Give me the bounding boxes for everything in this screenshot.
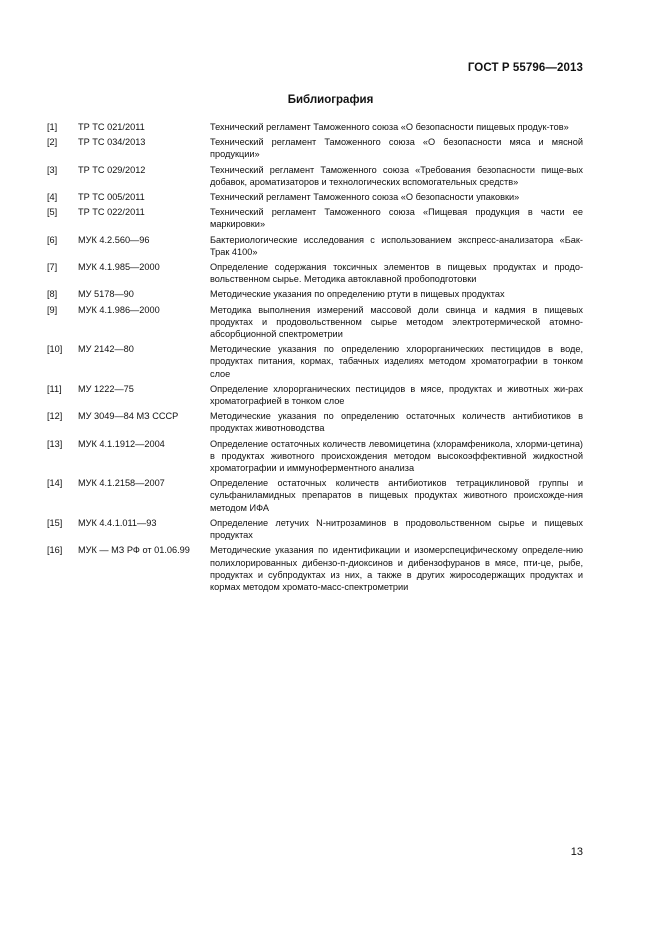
entry-text: Технический регламент Таможенного союза «О безопасности мяса и мясной продукции»: [210, 137, 583, 160]
bibliography-entry: [47, 517, 583, 541]
entry-code: МУК 4.1.2158—2007: [78, 478, 165, 489]
entry-number: [9]: [47, 304, 58, 315]
entry-code: ТР ТС 029/2012: [78, 164, 146, 175]
entry-number: [1]: [47, 122, 58, 132]
entry-code: ТР ТС 034/2013: [78, 137, 146, 148]
entry-number: [12]: [47, 411, 63, 422]
entry-text: Определение остаточных количеств антибиотиков тетрациклиновой группы и сульфаниламидных препаратов в пищевых продуктах животного происхожде-ния методом ИФА: [210, 478, 583, 513]
bibliography-entry: [47, 288, 583, 300]
bibliography-list: [47, 121, 583, 596]
entry-number: [3]: [47, 164, 58, 175]
entry-number: [13]: [47, 438, 63, 449]
entry-text: Определение летучих N-нитрозаминов в продовольственном сырье и пищевых продуктах: [210, 517, 583, 541]
entry-text: Определение хлорорганических пестицидов в мясе, продуктах и животных жи-рах хроматографией в тонком слое: [210, 383, 583, 407]
bibliography-entry: [47, 121, 583, 133]
bibliography-entry: [47, 410, 583, 434]
entry-number: [16]: [47, 545, 63, 556]
entry-number: [10]: [47, 344, 63, 355]
entry-text: Методические указания по идентификации и изомерспецифическому определе-нию полихлорированных дибензо-п-диоксинов и дибензофуранов в мясе, пти-це, рыбе, продуктах и субпродуктах из них, а также в других жиросодержащих продуктах и кормах методом хромато-масс-спектрометрии: [210, 545, 583, 592]
bibliography-entry: [47, 343, 583, 380]
bibliography-entry: [47, 383, 583, 407]
entry-number: [14]: [47, 478, 63, 489]
entry-text: Определение остаточных количеств левомицетина (хлорамфеникола, хлорми-цетина) в продуктах животного происхождения методом высокоэффективной жидкостной хроматографии и иммуноферментного анализа: [210, 438, 583, 474]
entry-text: Технический регламент Таможенного союза «Пищевая продукция в части ее маркировки»: [210, 207, 583, 230]
bibliography-entry: [47, 438, 583, 475]
standard-code: ГОСТ Р 55796—2013: [467, 62, 583, 74]
entry-text: Технический регламент Таможенного союза «О безопасности пищевых продук-тов»: [210, 122, 569, 132]
entry-text: Методические указания по определению ртути в пищевых продуктах: [210, 289, 505, 300]
section-title: Библиография: [287, 94, 374, 106]
entry-code: МУ 5178—90: [78, 289, 134, 300]
bibliography-entry: [47, 261, 583, 285]
bibliography-entry: [47, 164, 583, 188]
entry-code: МУК 4.4.1.011—93: [78, 517, 157, 528]
entry-text: Определение содержания токсичных элементов в пищевых продуктах и продо-вольственном сырье. Методика автоклавной пробоподготовки: [210, 262, 583, 285]
bibliography-entry: [47, 304, 583, 341]
bibliography-entry: [47, 234, 583, 258]
entry-code: МУК 4.1.986—2000: [78, 304, 160, 315]
entry-text: Методические указания по определению остаточных количеств антибиотиков в продуктах животноводства: [210, 411, 583, 434]
entry-number: [5]: [47, 207, 58, 218]
entry-number: [2]: [47, 137, 58, 148]
entry-number: [6]: [47, 234, 58, 245]
entry-number: [7]: [47, 262, 58, 273]
bibliography-entry: [47, 191, 583, 203]
bibliography-entry: [47, 544, 583, 593]
entry-text: Бактериологические исследования с использованием экспресс-анализатора «Бак-Трак 4100»: [210, 234, 583, 257]
entry-code: МУ 1222—75: [78, 383, 134, 394]
entry-text: Методические указания по определению хлорорганических пестицидов в воде, продуктах питания, кормах, табачных изделиях методом хроматографии в тонком слое: [210, 344, 583, 379]
entry-number: [8]: [47, 289, 58, 300]
entry-code: ТР ТС 021/2011: [78, 122, 145, 132]
bibliography-entry: [47, 477, 583, 514]
entry-text: Методика выполнения измерений массовой доли свинца и кадмия в пищевых продуктах и продовольственном сырье методом электротермической атомно-абсорбционной спектрометрии: [210, 304, 583, 340]
entry-number: [11]: [47, 383, 62, 394]
entry-text: Технический регламент Таможенного союза «Требования безопасности пище-вых добавок, ароматизаторов и технологических вспомогательных средств»: [210, 164, 583, 187]
entry-number: [15]: [47, 517, 63, 528]
entry-code: ТР ТС 005/2011: [78, 192, 145, 203]
entry-code: ТР ТС 022/2011: [78, 207, 145, 218]
entry-code: МУК — МЗ РФ от 01.06.99: [78, 545, 190, 556]
entry-code: МУ 2142—80: [78, 344, 134, 355]
bibliography-entry: [47, 206, 583, 230]
entry-number: [4]: [47, 192, 58, 203]
entry-code: МУК 4.1.1912—2004: [78, 438, 165, 449]
entry-text: Технический регламент Таможенного союза «О безопасности упаковки»: [210, 192, 520, 203]
page-number: 13: [570, 846, 583, 858]
entry-code: МУК 4.1.985—2000: [78, 262, 160, 273]
entry-code: МУ 3049—84 МЗ СССР: [78, 411, 179, 422]
entry-code: МУК 4.2.560—96: [78, 234, 150, 245]
bibliography-entry: [47, 136, 583, 160]
